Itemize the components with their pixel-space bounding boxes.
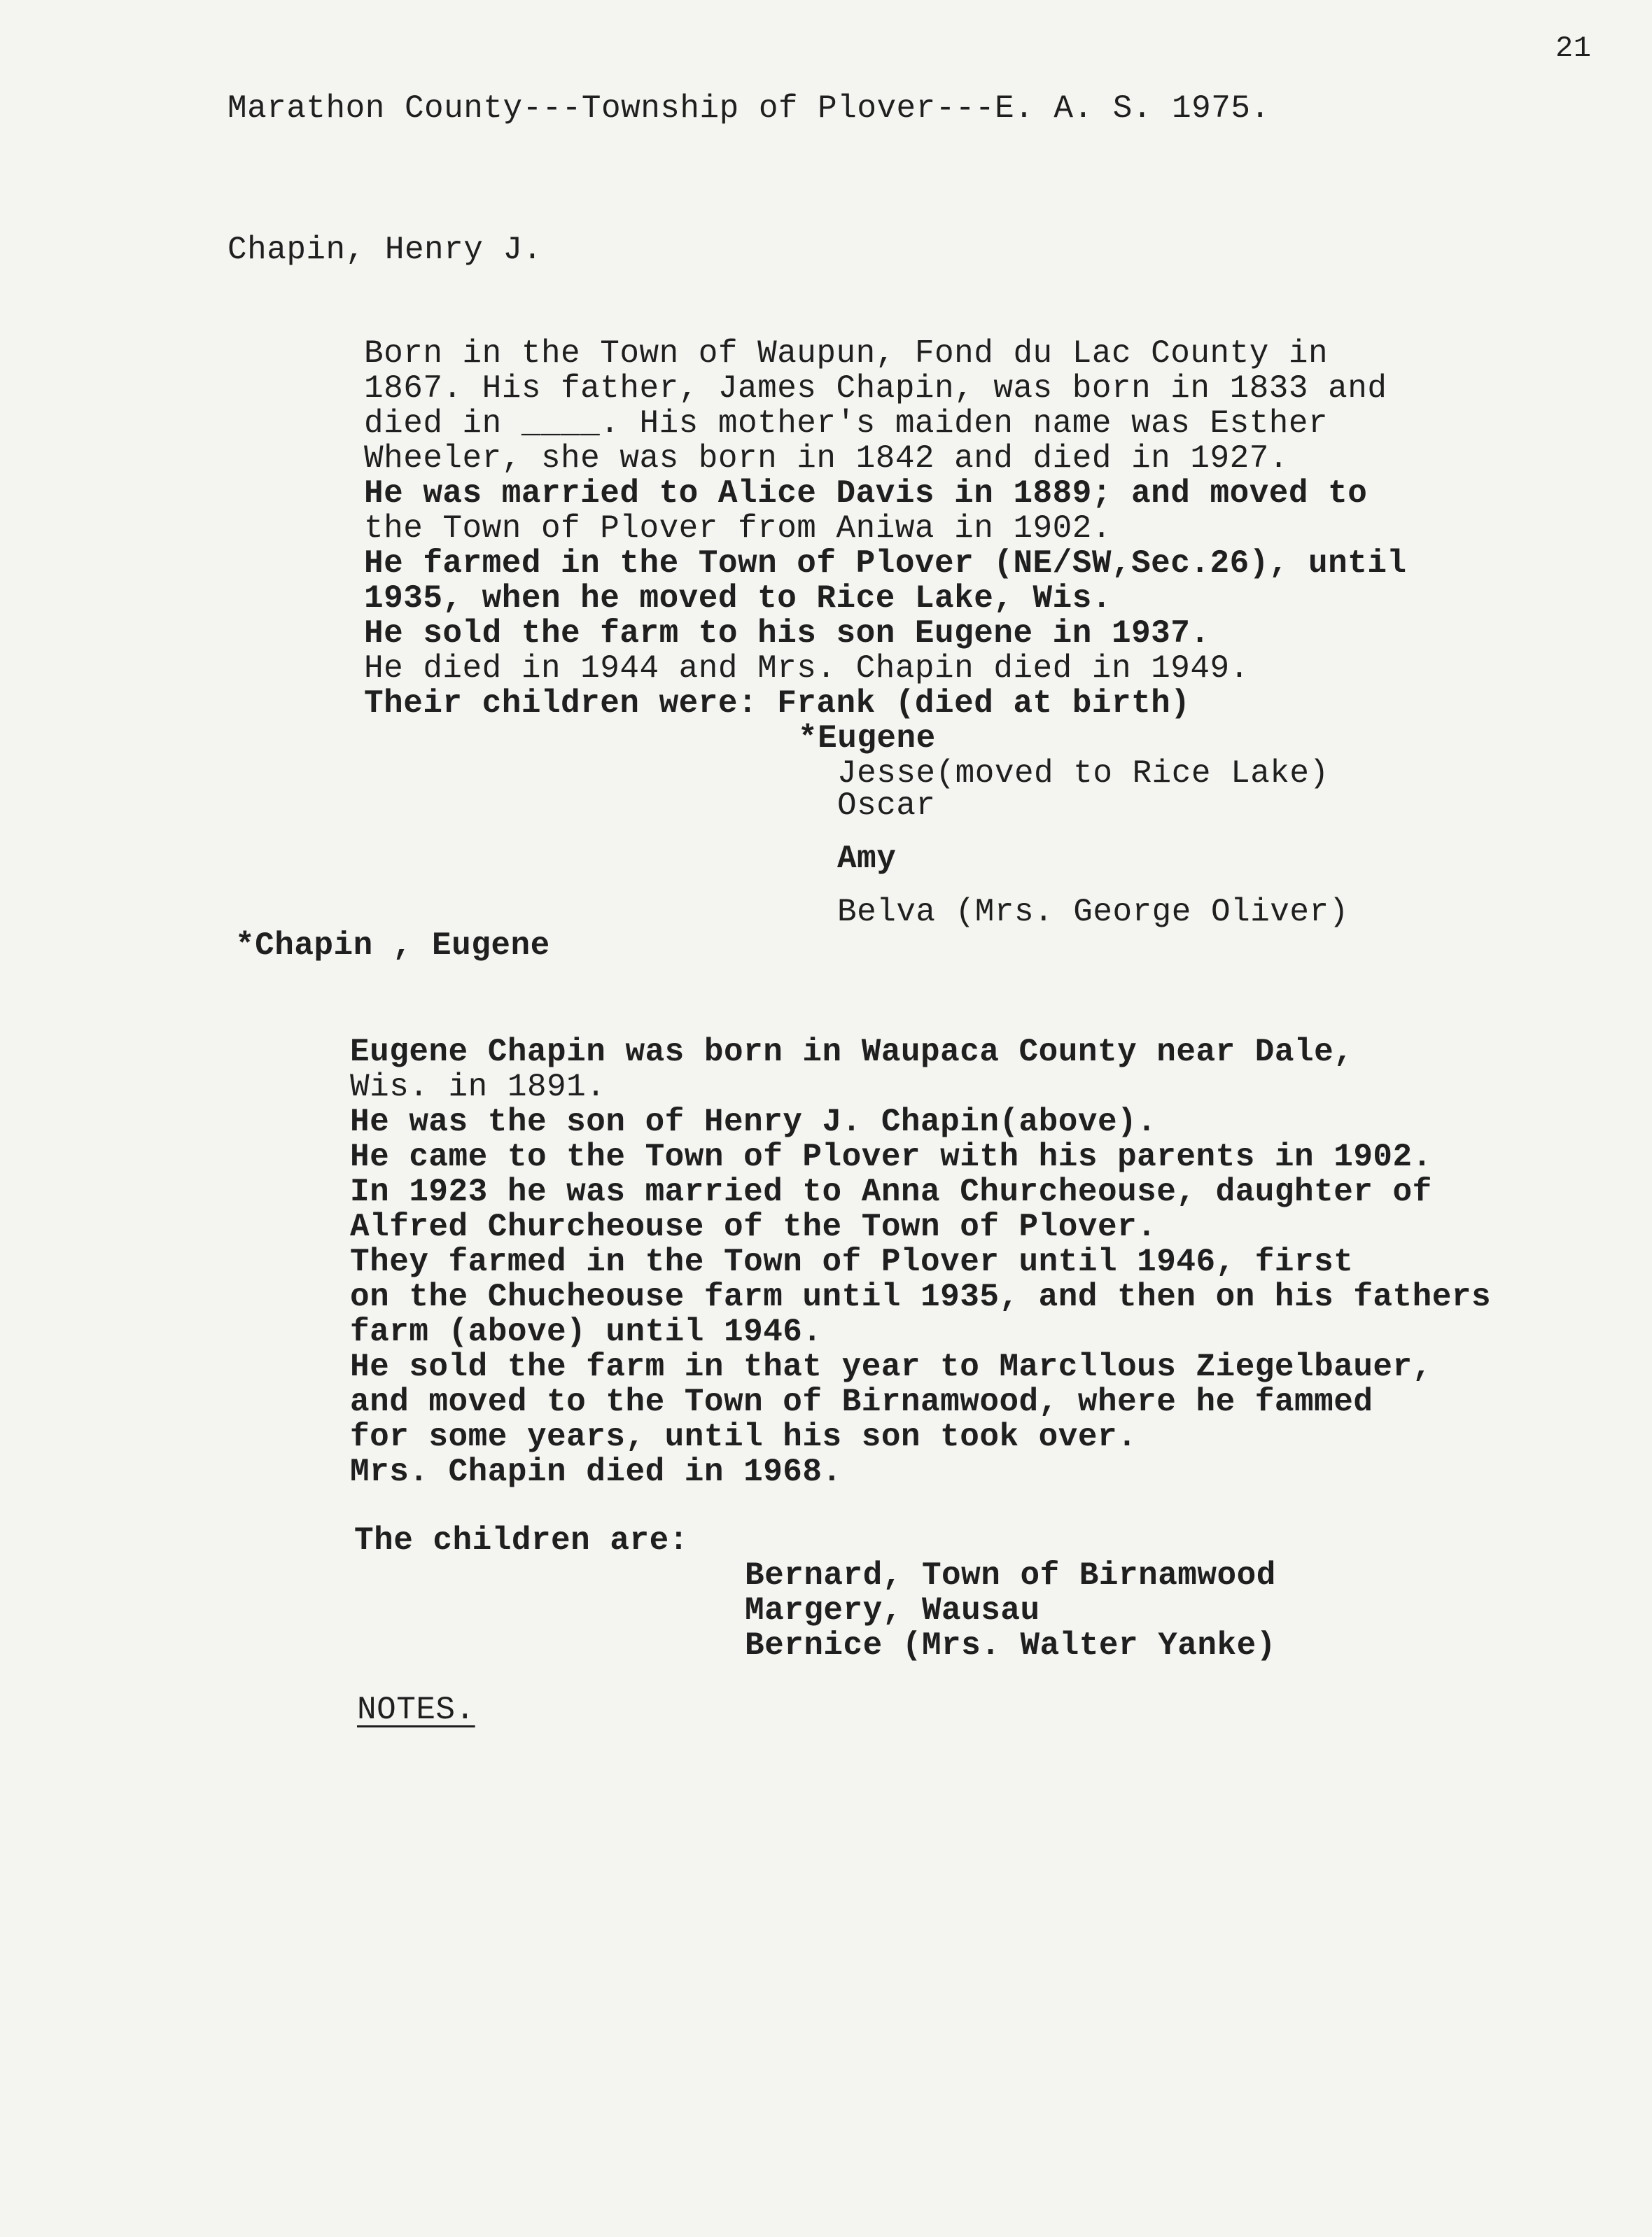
entry1-line: died in ____. His mother's maiden name was Esther [364,405,1329,442]
page-header: Marathon County---Township of Plover---E. A. S. 1975. [227,90,1270,127]
entry1-line: the Town of Plover from Aniwa in 1902. [364,510,1112,547]
entry2-child: Margery, Wausau [745,1592,1040,1629]
entry1-child: *Eugene [798,720,936,757]
entry1-line: Born in the Town of Waupun, Fond du Lac County in [364,335,1329,372]
entry2-line: for some years, until his son took over. [350,1419,1138,1455]
entry1-line: He was married to Alice Davis in 1889; and moved to [364,475,1368,512]
entry2-line: They farmed in the Town of Plover until 1946, first [350,1244,1354,1280]
entry1-name: Chapin, Henry J. [227,232,542,268]
notes-label: NOTES. [357,1692,475,1728]
entry2-line: In 1923 he was married to Anna Churcheouse, daughter of [350,1174,1432,1210]
entry2-line: Mrs. Chapin died in 1968. [350,1454,842,1490]
entry2-line: He was the son of Henry J. Chapin(above). [350,1104,1157,1140]
entry2-name: *Chapin , Eugene [235,927,550,964]
entry2-children-label: The children are: [354,1522,689,1559]
entry2-child: Bernice (Mrs. Walter Yanke) [745,1627,1276,1664]
entry1-child: Belva (Mrs. George Oliver) [837,894,1349,930]
entry1-line: 1935, when he moved to Rice Lake, Wis. [364,580,1112,617]
entry1-line: He farmed in the Town of Plover (NE/SW,Sec.26), until [364,545,1407,582]
entry2-line: and moved to the Town of Birnamwood, where he fammed [350,1384,1373,1420]
entry1-line: Wheeler, she was born in 1842 and died in 1927. [364,440,1289,477]
page-number: 21 [1555,31,1592,65]
entry2-line: on the Chucheouse farm until 1935, and then on his fathers [350,1279,1492,1315]
entry1-line: Their children were: Frank (died at birth) [364,685,1191,722]
entry1-child: Amy [837,841,897,877]
entry1-line: He died in 1944 and Mrs. Chapin died in 1949. [364,650,1250,687]
entry1-line: He sold the farm to his son Eugene in 1937. [364,615,1210,652]
entry2-line: farm (above) until 1946. [350,1314,822,1350]
entry2-line: He sold the farm in that year to Marcllous Ziegelbauer, [350,1349,1432,1385]
entry1-child: Jesse(moved to Rice Lake) [837,755,1329,792]
entry2-child: Bernard, Town of Birnamwood [745,1557,1276,1594]
entry2-line: Eugene Chapin was born in Waupaca County near Dale, [350,1034,1354,1070]
entry1-line: 1867. His father, James Chapin, was born in 1833 and [364,370,1387,407]
entry2-line: He came to the Town of Plover with his parents in 1902. [350,1139,1432,1175]
entry1-child: Oscar [837,787,936,824]
entry2-line: Wis. in 1891. [350,1069,606,1105]
entry2-line: Alfred Churcheouse of the Town of Plover. [350,1209,1157,1245]
